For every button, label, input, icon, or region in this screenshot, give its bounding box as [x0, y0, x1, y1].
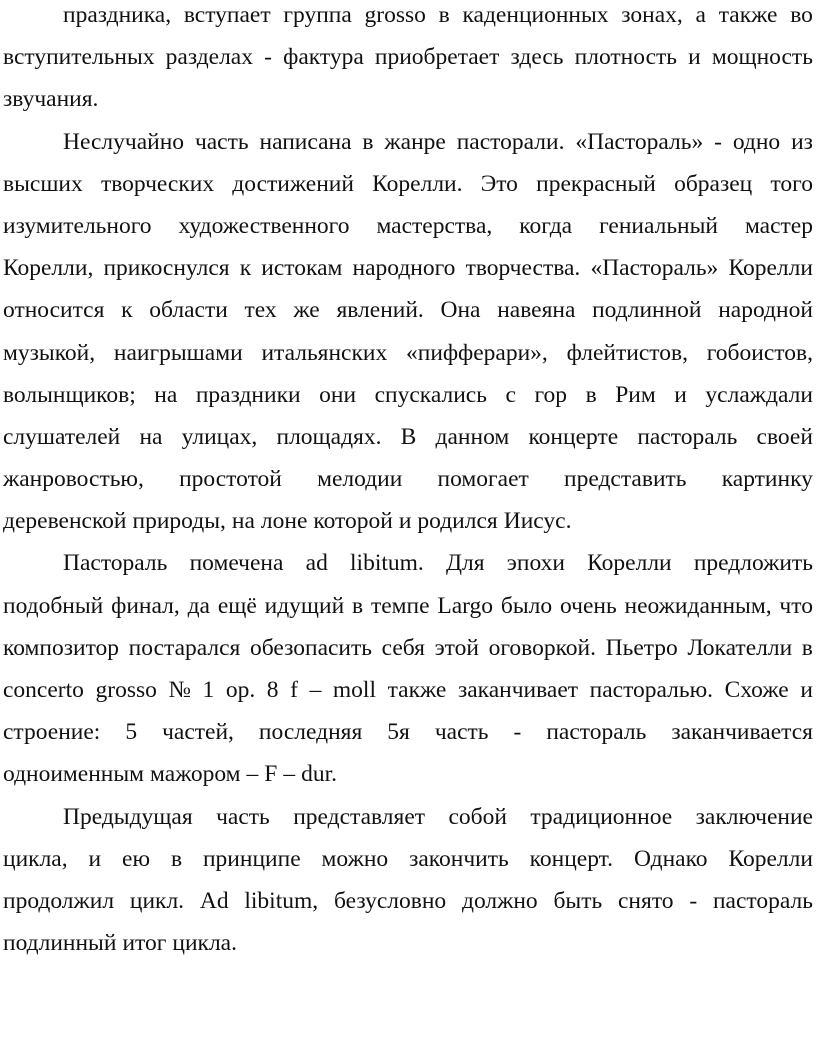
word: и — [88, 845, 102, 872]
word: помечена — [189, 550, 284, 577]
text-line — [3, 0, 813, 36]
word: 8 — [266, 677, 279, 703]
word: заканчивает — [457, 677, 579, 703]
word: moll — [332, 677, 376, 703]
word: - — [264, 44, 272, 71]
word: пастораль — [637, 423, 738, 450]
word: Схоже — [724, 677, 789, 703]
word: жанровостью, — [3, 466, 144, 493]
word: и — [800, 677, 813, 703]
word: grosso — [95, 677, 157, 703]
word: в — [801, 634, 813, 661]
word: Корелли — [728, 255, 813, 282]
word: гор — [534, 381, 568, 408]
word: закончить — [409, 845, 509, 872]
word: Пьетро — [605, 634, 678, 661]
word: финал, — [111, 592, 180, 619]
text-line — [3, 711, 813, 753]
text-line — [3, 880, 813, 922]
text-line — [3, 247, 813, 289]
word: заключение — [695, 803, 813, 830]
text-line — [3, 121, 813, 163]
word: libitum. — [350, 550, 424, 577]
word: зонах, — [621, 2, 683, 28]
text-line — [3, 36, 813, 78]
word: вступительных — [3, 44, 155, 71]
word: концерте — [528, 423, 619, 450]
word: dur. — [301, 761, 337, 788]
word: мощность — [711, 44, 813, 71]
text-line — [3, 163, 813, 205]
word: Рим — [615, 381, 656, 408]
word: гобоистов, — [706, 339, 813, 366]
word: в — [362, 128, 374, 155]
word: Пастораль — [63, 550, 168, 577]
word: праздника, — [63, 2, 172, 28]
word: наигрышами — [113, 339, 243, 366]
word: прикоснулся — [103, 255, 230, 282]
word: тех — [244, 297, 277, 324]
word: очень — [559, 592, 617, 619]
text-line — [3, 205, 813, 247]
word: эпохи — [506, 550, 565, 577]
word: творческих — [100, 170, 215, 197]
word: ещё — [217, 592, 257, 619]
word: группа — [283, 2, 352, 28]
word: спускались — [374, 381, 487, 408]
word: улицах, — [181, 423, 258, 450]
word: традиционное — [530, 803, 673, 830]
word: «Пастораль» — [575, 128, 704, 155]
word: области — [149, 297, 228, 324]
word: Корелли — [587, 550, 672, 577]
word: мастерства, — [376, 212, 493, 239]
word: В — [400, 423, 417, 450]
word: на — [154, 381, 178, 408]
word: неожиданным, — [624, 592, 772, 619]
word: также — [387, 677, 447, 703]
word: постарался — [128, 634, 241, 661]
word: одно — [732, 128, 781, 155]
word: 1 — [202, 677, 215, 703]
word: с — [505, 381, 516, 408]
word: часть — [194, 128, 249, 155]
word: цикла, — [3, 845, 68, 872]
word: Это — [480, 170, 518, 197]
word: «Пастораль» — [590, 255, 719, 282]
document-body — [3, 0, 813, 964]
word: в — [585, 381, 597, 408]
word: часть — [216, 803, 270, 830]
text-line — [3, 585, 813, 627]
word: обезопасить — [249, 634, 372, 661]
word: флейтистов, — [566, 339, 688, 366]
word: музыкой, — [3, 339, 96, 366]
word: помогает — [437, 466, 529, 493]
text-line — [3, 838, 813, 880]
word: истокам — [261, 255, 343, 282]
word: Корелли, — [3, 255, 94, 282]
word: относится — [3, 297, 105, 324]
word: каденционных — [462, 2, 609, 28]
word: художественного — [178, 212, 350, 239]
word: лоне — [260, 508, 308, 535]
paragraph — [3, 796, 813, 965]
text-line — [3, 669, 813, 711]
word: а — [695, 2, 706, 28]
word: когда — [519, 212, 573, 239]
word: итог — [122, 930, 167, 957]
text-line — [3, 542, 813, 584]
word: – — [283, 761, 296, 788]
word: данном — [435, 423, 510, 450]
word: достижений — [232, 170, 354, 197]
word: плотность — [574, 44, 677, 71]
word: цикла. — [172, 930, 237, 957]
word: «пифферари», — [406, 339, 548, 366]
word: подлинной — [592, 297, 702, 324]
text-line — [3, 500, 813, 542]
word: того — [770, 170, 813, 197]
word: образец — [674, 170, 753, 197]
word: явлений. — [336, 297, 424, 324]
word: звучания. — [3, 86, 99, 113]
word: написана — [259, 128, 352, 155]
word: мелодии — [317, 466, 403, 493]
word: родился — [417, 508, 498, 535]
word: итальянских — [261, 339, 388, 366]
word: навеяна — [497, 297, 576, 324]
word: из — [791, 128, 813, 155]
word: – — [309, 677, 322, 703]
word: Локателли — [687, 634, 793, 661]
word: 5я — [387, 719, 410, 746]
word: композитор — [3, 634, 120, 661]
word: снято — [618, 887, 674, 914]
word: и — [688, 44, 701, 71]
word: разделах — [165, 44, 253, 71]
word: пасторали. — [456, 128, 565, 155]
word: в — [352, 592, 364, 619]
word: гениальный — [599, 212, 718, 239]
word: они — [319, 381, 357, 408]
word: Она — [440, 297, 481, 324]
text-line — [3, 374, 813, 416]
word: Для — [446, 550, 485, 577]
word: мастер — [744, 212, 813, 239]
word: слушателей — [3, 423, 121, 450]
word: к — [239, 255, 252, 282]
word: же — [293, 297, 320, 324]
word: в — [438, 2, 450, 28]
text-line — [3, 332, 813, 374]
word: высших — [3, 170, 83, 197]
word: Неслучайно — [63, 128, 185, 155]
word: простотой — [179, 466, 282, 493]
word: № — [168, 677, 191, 703]
word: и — [398, 508, 412, 535]
word: заканчивается — [671, 719, 813, 746]
word: можно — [321, 845, 389, 872]
word: темпе — [370, 592, 430, 619]
word: Предыдущая — [63, 803, 193, 830]
word: этой — [434, 634, 479, 661]
word: должно — [461, 887, 538, 914]
word: себя — [381, 634, 425, 661]
word: пастораль — [712, 887, 813, 914]
word: жанре — [384, 128, 446, 155]
word: пасторалью. — [589, 677, 714, 703]
text-line — [3, 922, 813, 964]
paragraph — [3, 121, 813, 543]
word: представить — [564, 466, 687, 493]
word: концерт. — [529, 845, 614, 872]
word: мажором — [150, 761, 241, 788]
word: libitum, — [244, 887, 319, 914]
word: творчества. — [465, 255, 581, 282]
word: фактура — [283, 44, 364, 71]
word: часть — [434, 719, 489, 746]
word: которой — [313, 508, 393, 535]
word: одноименным — [3, 761, 145, 788]
word: собой — [448, 803, 507, 830]
text-line — [3, 78, 813, 120]
word: - — [714, 128, 722, 155]
word: да — [187, 592, 210, 619]
word: op. — [225, 677, 256, 703]
word: на — [139, 423, 163, 450]
text-line — [3, 289, 813, 331]
word: подлинный — [3, 930, 117, 957]
text-line — [3, 416, 813, 458]
word: Корелли. — [372, 170, 463, 197]
word: - — [513, 719, 522, 746]
word: также — [718, 2, 778, 28]
word: цикл. — [129, 887, 185, 914]
word: что — [779, 592, 813, 619]
word: на — [231, 508, 255, 535]
word: Однако — [633, 845, 708, 872]
word: строение: — [3, 719, 101, 746]
word: во — [790, 2, 813, 28]
word: здесь — [510, 44, 564, 71]
word: народной — [718, 297, 813, 324]
word: пастораль — [546, 719, 647, 746]
word: прекрасный — [536, 170, 656, 197]
paragraph — [3, 542, 813, 795]
word: f — [290, 677, 298, 703]
word: Корелли — [728, 845, 813, 872]
word: продолжил — [3, 887, 115, 914]
paragraph — [3, 0, 813, 121]
word: идущий — [264, 592, 345, 619]
word: принципе — [202, 845, 301, 872]
text-line — [3, 796, 813, 838]
word: Ad — [199, 887, 229, 914]
word: природы, — [132, 508, 226, 535]
word: - — [689, 887, 698, 914]
word: безусловно — [333, 887, 447, 914]
word: праздники — [195, 381, 301, 408]
text-line — [3, 627, 813, 669]
word: в — [170, 845, 183, 872]
text-line — [3, 753, 813, 795]
word: услаждали — [705, 381, 813, 408]
word: предложить — [693, 550, 813, 577]
word: частей, — [162, 719, 234, 746]
word: площадях. — [276, 423, 382, 450]
word: concerto — [3, 677, 84, 703]
word: Largo — [437, 592, 494, 619]
word: вступает — [183, 2, 271, 28]
word: быть — [553, 887, 603, 914]
word: волынщиков; — [3, 381, 136, 408]
word: Иисус. — [503, 508, 572, 535]
word: деревенской — [3, 508, 127, 535]
word: своей — [756, 423, 813, 450]
word: картинку — [721, 466, 813, 493]
text-line — [3, 458, 813, 500]
word: к — [121, 297, 133, 324]
word: grosso — [364, 2, 426, 28]
word: ad — [305, 550, 328, 577]
word: народного — [352, 255, 456, 282]
word: приобретает — [374, 44, 500, 71]
word: – — [246, 761, 259, 788]
word: изумительного — [3, 212, 152, 239]
word: и — [674, 381, 687, 408]
word: ею — [122, 845, 151, 872]
word: последняя — [258, 719, 363, 746]
word: представляет — [293, 803, 426, 830]
word: 5 — [125, 719, 138, 746]
word: подобный — [3, 592, 104, 619]
word: оговоркой. — [488, 634, 596, 661]
word: было — [500, 592, 553, 619]
word: F — [264, 761, 278, 788]
